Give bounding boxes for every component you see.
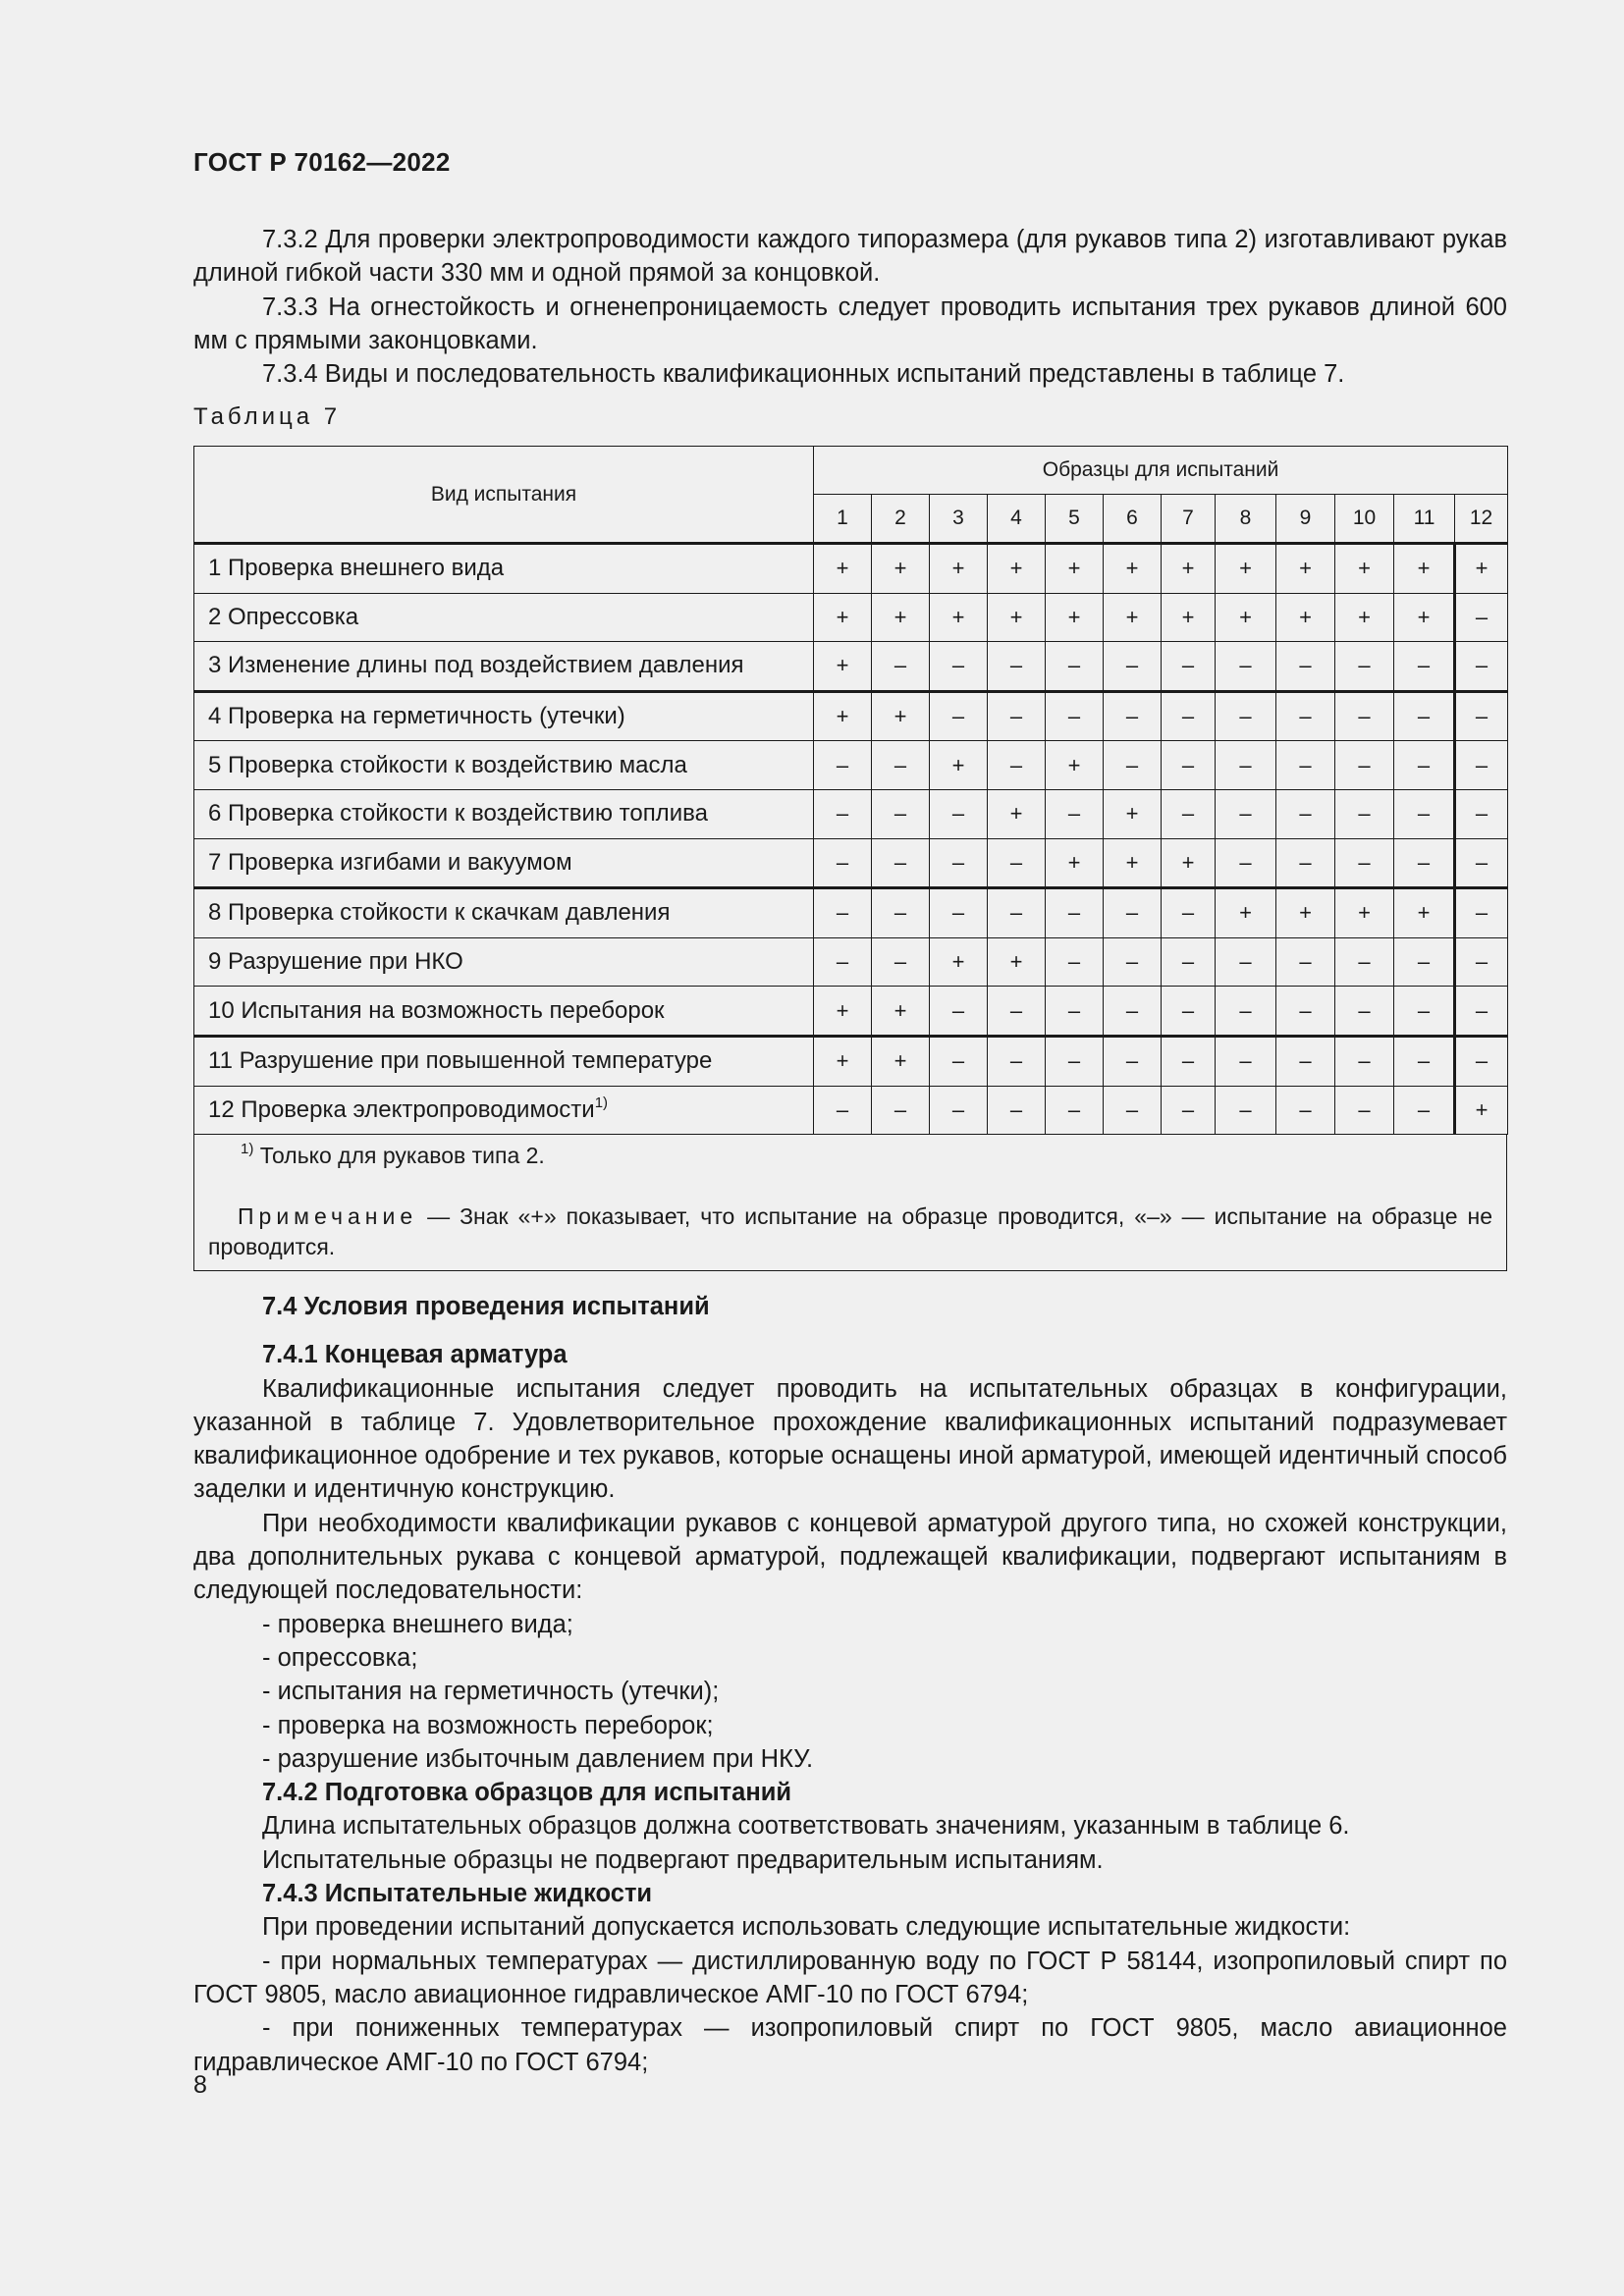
mark-cell: – <box>1216 987 1276 1037</box>
mark-cell: – <box>988 642 1046 692</box>
test-name: 9 Разрушение при НКО <box>194 937 814 987</box>
mark-cell: – <box>1276 741 1335 790</box>
mark-cell: – <box>872 937 930 987</box>
mark-cell: – <box>1046 691 1104 741</box>
paragraph-1: Квалификационные испытания следует проводить на испытательных образцах в конфигурации, указанной в таблице 7. Удовлетворительное прохождение квалификационных испытаний подразумевает квалификационное одобрение и тех рукавов, которые оснащены иной арматурой, имеющей идентичный способ заделки и идентичную конструкцию. <box>193 1374 1507 1504</box>
mark-cell: – <box>1335 642 1394 692</box>
table-row <box>194 937 1508 987</box>
mark-cell: + <box>1046 838 1104 888</box>
footnote: $^{1)}$ Только для рукавов типа 2. <box>241 1141 545 1169</box>
mark-cell: – <box>814 838 872 888</box>
mark-cell: – <box>872 1086 930 1135</box>
mark-cell: + <box>1276 593 1335 642</box>
mark-cell: – <box>1046 888 1104 938</box>
mark-cell: – <box>1046 1086 1104 1135</box>
mark-cell: + <box>1335 544 1394 594</box>
test-name: 7 Проверка изгибами и вакуумом <box>194 838 814 888</box>
mark-cell: + <box>930 741 988 790</box>
header-sample-10: 10 <box>1335 495 1394 544</box>
mark-cell: – <box>1104 691 1162 741</box>
mark-cell: + <box>814 593 872 642</box>
mark-cell: – <box>930 838 988 888</box>
table-row <box>194 987 1508 1037</box>
mark-cell: – <box>1162 789 1216 838</box>
mark-cell: + <box>988 544 1046 594</box>
paragraph-5: При проведении испытаний допускается использовать следующие испытательные жидкости: <box>262 1913 1351 1942</box>
document-header: ГОСТ Р 70162—2022 <box>193 147 451 177</box>
mark-cell: + <box>1216 544 1276 594</box>
mark-cell: – <box>1216 937 1276 987</box>
test-name: 10 Испытания на возможность переборок <box>194 987 814 1037</box>
header-sample-7: 7 <box>1162 495 1216 544</box>
mark-cell: – <box>1216 691 1276 741</box>
table-row <box>194 1036 1508 1086</box>
mark-cell: – <box>1276 838 1335 888</box>
list-item: - проверка внешнего вида; <box>262 1610 573 1638</box>
mark-cell: + <box>814 1036 872 1086</box>
mark-cell: + <box>872 987 930 1037</box>
table-row <box>194 593 1508 642</box>
mark-cell: – <box>988 1036 1046 1086</box>
mark-cell: – <box>1216 1036 1276 1086</box>
mark-cell: – <box>1335 789 1394 838</box>
mark-cell: – <box>1104 888 1162 938</box>
header-test-type: Вид испытания <box>194 447 814 544</box>
mark-cell: – <box>1162 987 1216 1037</box>
mark-cell: + <box>872 593 930 642</box>
test-name: 8 Проверка стойкости к скачкам давления <box>194 888 814 938</box>
mark-cell: – <box>1335 741 1394 790</box>
mark-cell: – <box>814 888 872 938</box>
mark-cell: – <box>1394 937 1455 987</box>
header-sample-2: 2 <box>872 495 930 544</box>
paragraph-7-3-3: 7.3.3 На огнестойкость и огненепроницаемость следует проводить испытания трех рукавов длиной 600 мм с прямыми законцовками. <box>193 293 1507 354</box>
mark-cell: – <box>1455 691 1508 741</box>
tests-table <box>193 446 1508 1135</box>
mark-cell: – <box>872 789 930 838</box>
paragraph-3: Длина испытательных образцов должна соответствовать значениям, указанным в таблице 6. <box>262 1812 1350 1841</box>
mark-cell: + <box>1455 1086 1508 1135</box>
mark-cell: – <box>1335 1086 1394 1135</box>
mark-cell: + <box>1104 838 1162 888</box>
mark-cell: – <box>1162 691 1216 741</box>
mark-cell: – <box>1335 987 1394 1037</box>
mark-cell: – <box>1216 838 1276 888</box>
mark-cell: + <box>988 937 1046 987</box>
mark-cell: + <box>872 691 930 741</box>
table-footer <box>193 1135 1507 1271</box>
paragraph-7-3-2: 7.3.2 Для проверки электропроводимости каждого типоразмера (для рукавов типа 2) изготавливают рукав длиной гибкой части 330 мм и одной прямой за концовкой. <box>193 226 1507 288</box>
table-row <box>194 544 1508 594</box>
mark-cell: – <box>988 1086 1046 1135</box>
paragraph-4: Испытательные образцы не подвергают предварительным испытаниям. <box>262 1845 1104 1874</box>
mark-cell: – <box>1104 1036 1162 1086</box>
mark-cell: + <box>1046 593 1104 642</box>
mark-cell: – <box>1276 789 1335 838</box>
mark-cell: – <box>1276 987 1335 1037</box>
mark-cell: + <box>1104 789 1162 838</box>
paragraph-7: - при пониженных температурах — изопропиловый спирт по ГОСТ 9805, масло авиационное гидравлическое АМГ-10 по ГОСТ 6794; <box>193 2014 1507 2076</box>
test-name: 1 Проверка внешнего вида <box>194 544 814 594</box>
mark-cell: – <box>1104 741 1162 790</box>
test-name: 12 Проверка электропроводимости$^{1)}$ <box>194 1086 814 1135</box>
mark-cell: – <box>1276 1086 1335 1135</box>
heading-7-4-1: 7.4.1 Концевая арматура <box>262 1341 568 1369</box>
table-row <box>194 789 1508 838</box>
mark-cell: + <box>1394 544 1455 594</box>
mark-cell: – <box>1162 888 1216 938</box>
mark-cell: + <box>1455 544 1508 594</box>
mark-cell: – <box>1046 642 1104 692</box>
mark-cell: + <box>930 593 988 642</box>
mark-cell: – <box>1276 937 1335 987</box>
header-sample-6: 6 <box>1104 495 1162 544</box>
mark-cell: + <box>814 987 872 1037</box>
list-item: - опрессовка; <box>262 1643 418 1672</box>
test-name: 4 Проверка на герметичность (утечки) <box>194 691 814 741</box>
heading-7-4: 7.4 Условия проведения испытаний <box>262 1293 710 1320</box>
mark-cell: – <box>1455 838 1508 888</box>
mark-cell: – <box>1276 642 1335 692</box>
mark-cell: + <box>814 691 872 741</box>
list-item: - проверка на возможность переборок; <box>262 1711 714 1739</box>
table-note <box>208 1201 1492 1262</box>
mark-cell: – <box>814 1086 872 1135</box>
header-sample-9: 9 <box>1276 495 1335 544</box>
mark-cell: – <box>1335 691 1394 741</box>
mark-cell: – <box>1104 937 1162 987</box>
mark-cell: – <box>988 838 1046 888</box>
test-name: 2 Опрессовка <box>194 593 814 642</box>
header-sample-1: 1 <box>814 495 872 544</box>
note-label: Примечание <box>238 1203 418 1230</box>
paragraph-2: При необходимости квалификации рукавов с концевой арматурой другого типа, но схожей конструкции, два дополнительных рукава с концевой арматурой, подлежащей квалификации, подвергают испытаниям в следующей последовательности: <box>193 1509 1507 1605</box>
mark-cell: – <box>1335 1036 1394 1086</box>
mark-cell: – <box>1046 1036 1104 1086</box>
mark-cell: – <box>930 1036 988 1086</box>
mark-cell: + <box>1335 593 1394 642</box>
mark-cell: + <box>1335 888 1394 938</box>
mark-cell: – <box>1455 593 1508 642</box>
mark-cell: – <box>1104 1086 1162 1135</box>
header-sample-3: 3 <box>930 495 988 544</box>
paragraph-6: - при нормальных температурах — дистиллированную воду по ГОСТ Р 58144, изопропиловый спирт по ГОСТ 9805, масло авиационное гидравлическое АМГ-10 по ГОСТ 6794; <box>193 1947 1507 2008</box>
mark-cell: + <box>1276 888 1335 938</box>
header-sample-12: 12 <box>1455 495 1508 544</box>
mark-cell: – <box>1162 1086 1216 1135</box>
list-item: - разрушение избыточным давлением при НКУ. <box>262 1744 814 1773</box>
mark-cell: + <box>1216 593 1276 642</box>
mark-cell: + <box>988 789 1046 838</box>
mark-cell: – <box>1394 1036 1455 1086</box>
mark-cell: – <box>1162 1036 1216 1086</box>
header-sample-11: 11 <box>1394 495 1455 544</box>
mark-cell: + <box>988 593 1046 642</box>
mark-cell: – <box>1104 642 1162 692</box>
mark-cell: – <box>1104 987 1162 1037</box>
mark-cell: – <box>1394 691 1455 741</box>
mark-cell: – <box>1394 642 1455 692</box>
mark-cell: – <box>988 741 1046 790</box>
table-caption: Таблица 7 <box>193 403 342 430</box>
page-number: 8 <box>193 2071 207 2099</box>
mark-cell: + <box>814 642 872 692</box>
test-name: 3 Изменение длины под воздействием давления <box>194 642 814 692</box>
mark-cell: – <box>1276 691 1335 741</box>
mark-cell: – <box>1455 937 1508 987</box>
mark-cell: – <box>1046 937 1104 987</box>
mark-cell: – <box>930 1086 988 1135</box>
intro-text <box>193 223 1507 391</box>
table-row <box>194 1086 1508 1135</box>
mark-cell: + <box>1046 544 1104 594</box>
mark-cell: – <box>872 642 930 692</box>
mark-cell: – <box>1455 888 1508 938</box>
mark-cell: + <box>1104 544 1162 594</box>
mark-cell: + <box>1394 888 1455 938</box>
mark-cell: – <box>1335 937 1394 987</box>
mark-cell: + <box>1162 544 1216 594</box>
mark-cell: – <box>1046 789 1104 838</box>
mark-cell: + <box>872 1036 930 1086</box>
mark-cell: + <box>1276 544 1335 594</box>
test-name: 5 Проверка стойкости к воздействию масла <box>194 741 814 790</box>
heading-7-4-3: 7.4.3 Испытательные жидкости <box>262 1880 653 1908</box>
list-item: - испытания на герметичность (утечки); <box>262 1678 720 1706</box>
mark-cell: – <box>930 789 988 838</box>
mark-cell: + <box>872 544 930 594</box>
footnote-ref: 1) <box>594 1094 609 1111</box>
heading-7-4-2: 7.4.2 Подготовка образцов для испытаний <box>262 1779 792 1807</box>
mark-cell: – <box>1455 987 1508 1037</box>
table-7 <box>193 446 1507 1271</box>
note-text: — Знак «+» показывает, что испытание на образце проводится, «–» — испытание на образце не проводится. <box>208 1203 1492 1260</box>
mark-cell: + <box>1162 593 1216 642</box>
table-row <box>194 642 1508 692</box>
mark-cell: – <box>872 741 930 790</box>
mark-cell: + <box>1104 593 1162 642</box>
mark-cell: + <box>1216 888 1276 938</box>
mark-cell: – <box>814 741 872 790</box>
header-sample-5: 5 <box>1046 495 1104 544</box>
mark-cell: – <box>1455 642 1508 692</box>
table-row <box>194 691 1508 741</box>
mark-cell: – <box>1216 642 1276 692</box>
mark-cell: – <box>872 888 930 938</box>
mark-cell: – <box>814 937 872 987</box>
mark-cell: – <box>1394 741 1455 790</box>
header-samples: Образцы для испытаний <box>814 447 1508 495</box>
mark-cell: – <box>872 838 930 888</box>
header-sample-8: 8 <box>1216 495 1276 544</box>
mark-cell: – <box>1394 987 1455 1037</box>
mark-cell: – <box>930 691 988 741</box>
mark-cell: – <box>930 888 988 938</box>
header-sample-4: 4 <box>988 495 1046 544</box>
mark-cell: – <box>1162 642 1216 692</box>
mark-cell: + <box>814 544 872 594</box>
mark-cell: – <box>988 888 1046 938</box>
mark-cell: – <box>1455 1036 1508 1086</box>
mark-cell: – <box>1162 741 1216 790</box>
mark-cell: – <box>1216 741 1276 790</box>
table-row <box>194 741 1508 790</box>
test-name: 11 Разрушение при повышенной температуре <box>194 1036 814 1086</box>
mark-cell: – <box>1162 937 1216 987</box>
table-row <box>194 888 1508 938</box>
mark-cell: + <box>1162 838 1216 888</box>
section-7-4 <box>193 1290 1507 2079</box>
test-name: 6 Проверка стойкости к воздействию топлива <box>194 789 814 838</box>
table-row <box>194 838 1508 888</box>
mark-cell: – <box>1394 1086 1455 1135</box>
mark-cell: – <box>988 987 1046 1037</box>
mark-cell: + <box>930 937 988 987</box>
mark-cell: – <box>1394 838 1455 888</box>
mark-cell: – <box>1276 1036 1335 1086</box>
mark-cell: + <box>930 544 988 594</box>
mark-cell: – <box>930 987 988 1037</box>
mark-cell: + <box>1394 593 1455 642</box>
mark-cell: – <box>1394 789 1455 838</box>
mark-cell: – <box>1216 789 1276 838</box>
mark-cell: – <box>1455 789 1508 838</box>
mark-cell: – <box>814 789 872 838</box>
mark-cell: – <box>930 642 988 692</box>
mark-cell: – <box>1335 838 1394 888</box>
paragraph-7-3-4: 7.3.4 Виды и последовательность квалификационных испытаний представлены в таблице 7. <box>262 360 1345 389</box>
mark-cell: – <box>988 691 1046 741</box>
mark-cell: – <box>1216 1086 1276 1135</box>
mark-cell: + <box>1046 741 1104 790</box>
mark-cell: – <box>1455 741 1508 790</box>
mark-cell: – <box>1046 987 1104 1037</box>
